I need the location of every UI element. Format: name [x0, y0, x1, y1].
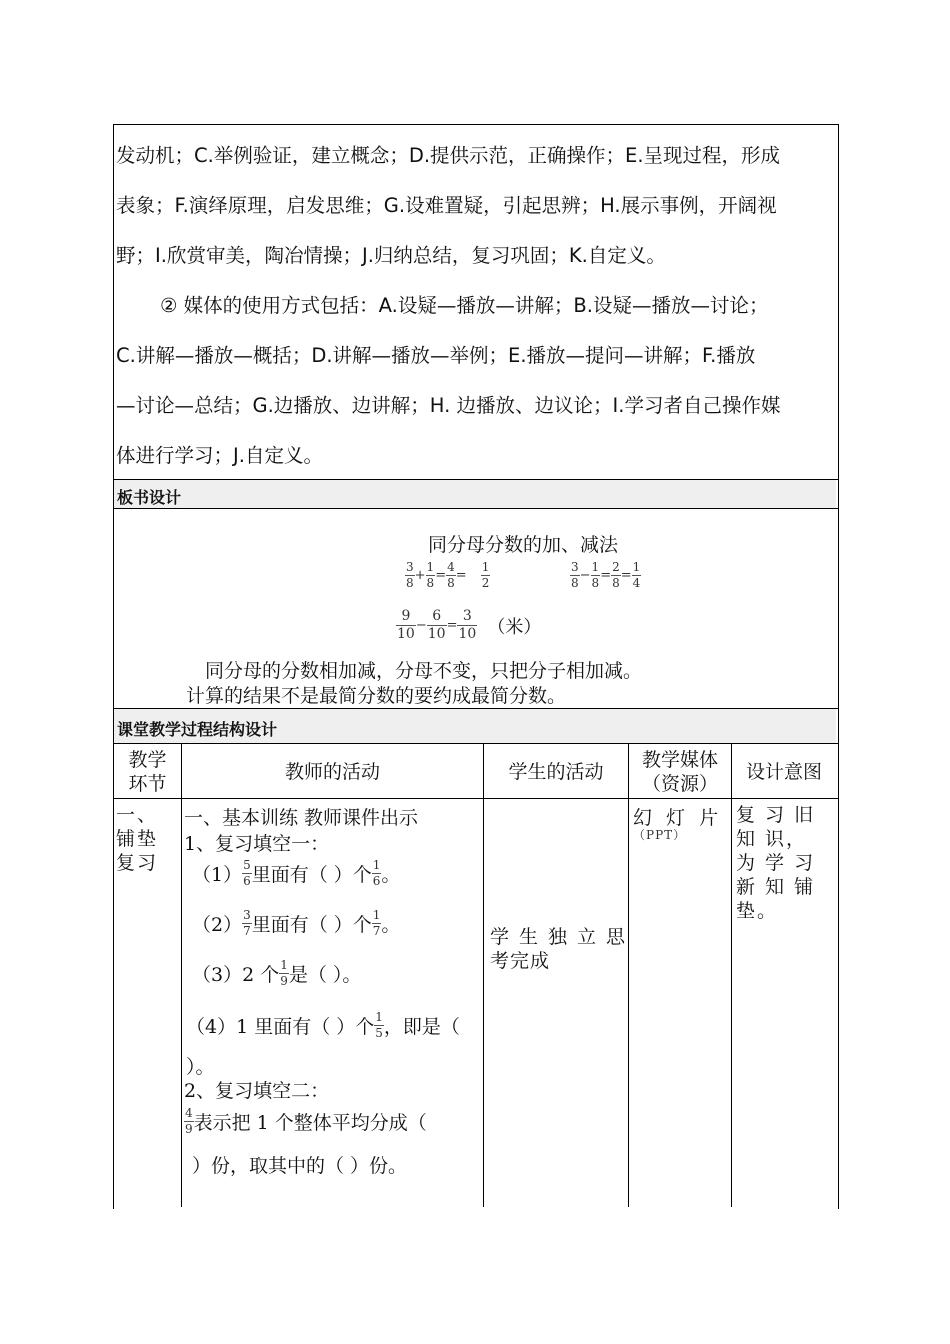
column-divider [181, 744, 182, 1207]
intro-line-7: 体进行学习；J.自定义。 [116, 444, 323, 467]
board-rule-1: 同分母的分数相加减，分母不变，只把分子相加减。 [205, 660, 643, 682]
question-4-tail: ）。 [186, 1056, 215, 1078]
header-media: 教学媒体 （资源） [641, 749, 718, 795]
board-title: 同分母分数的加、减法 [428, 534, 619, 556]
student-activity: 学 生 独 立 思 考完成 [490, 926, 626, 972]
intro-line-6: —讨论—总结；G.边播放、边讲解；H. 边播放、边议论；I.学习者自己操作媒 [116, 394, 781, 417]
question-5: $\frac{4}{9}$ 表示把 1 个整体平均分成（ [185, 1106, 427, 1136]
board-heading: 板书设计 [117, 488, 182, 507]
intro-line-4: ② 媒体的使用方式包括：A.设疑—播放—讲解；B.设疑—播放—讨论； [160, 294, 769, 317]
media-small: （PPT） [633, 828, 687, 842]
question-1: （1） $\frac{5}{6}$ 里面有（ ）个 $\frac{1}{6}$ 。 [192, 858, 401, 888]
question-3: （3）2 个 $\frac{1}{9}$ 是（ ）。 [192, 958, 362, 988]
teacher-title: 一、基本训练 教师课件出示 [184, 807, 419, 829]
row-stage: 一、铺垫 复习 [116, 804, 159, 874]
board-equation-3: $\frac{9}{10}$ − $\frac{6}{10}$ = $\frac{3}{10}$ （米） [397, 608, 542, 642]
board-equation-2: $\frac{3}{8}$ − $\frac{1}{8}$ = $\frac{2}{8}$ = $\frac{1}{4}$ [571, 560, 641, 590]
divider [113, 743, 838, 744]
process-heading: 课堂教学过程结构设计 [117, 720, 278, 739]
section-shade [114, 480, 836, 508]
board-equation-1: $\frac{3}{8}$ + $\frac{1}{8}$ = $\frac{4}{8}$ = $\frac{1}{2}$ [406, 560, 490, 590]
column-divider [731, 744, 732, 1207]
intro-line-3: 野；I.欣赏审美，陶冶情操；J.归纳总结，复习巩固；K.自定义。 [116, 244, 666, 267]
media-main: 幻 灯 片 [633, 807, 723, 829]
header-stage: 教学 环节 [128, 749, 167, 795]
divider [113, 798, 838, 799]
teacher-sub1: 1、复习填空一： [184, 833, 330, 855]
design-intent: 复 习 旧 知 识， 为 学 习 新 知 铺 垫。 [736, 804, 816, 922]
column-divider [483, 744, 484, 1207]
header-teacher: 教师的活动 [284, 761, 380, 783]
question-4: （4）1 里面有（ ）个 $\frac{1}{5}$ ，即是（ [186, 1010, 460, 1040]
intro-line-5: C.讲解—播放—概括；D.讲解—播放—举例；E.播放—提问—讲解；F.播放 [116, 344, 756, 367]
board-rule-2: 计算的结果不是最简分数的要约成最简分数。 [186, 685, 567, 707]
question-2: （2） $\frac{3}{7}$ 里面有（ ）个 $\frac{1}{7}$ 。 [192, 908, 401, 938]
header-student: 学生的活动 [508, 761, 604, 783]
divider [113, 508, 838, 509]
teacher-sub2: 2、复习填空二： [184, 1080, 330, 1102]
question-5-tail: ）份，取其中的（ ）份。 [192, 1155, 408, 1177]
intro-line-2: 表象；F.演绎原理，启发思维；G.设难置疑，引起思辨；H.展示事例，开阔视 [116, 194, 777, 217]
intro-line-1: 发动机；C.举例验证，建立概念；D.提供示范，正确操作；E.呈现过程，形成 [116, 144, 781, 167]
header-intent: 设计意图 [745, 761, 822, 783]
column-divider [628, 744, 629, 1207]
